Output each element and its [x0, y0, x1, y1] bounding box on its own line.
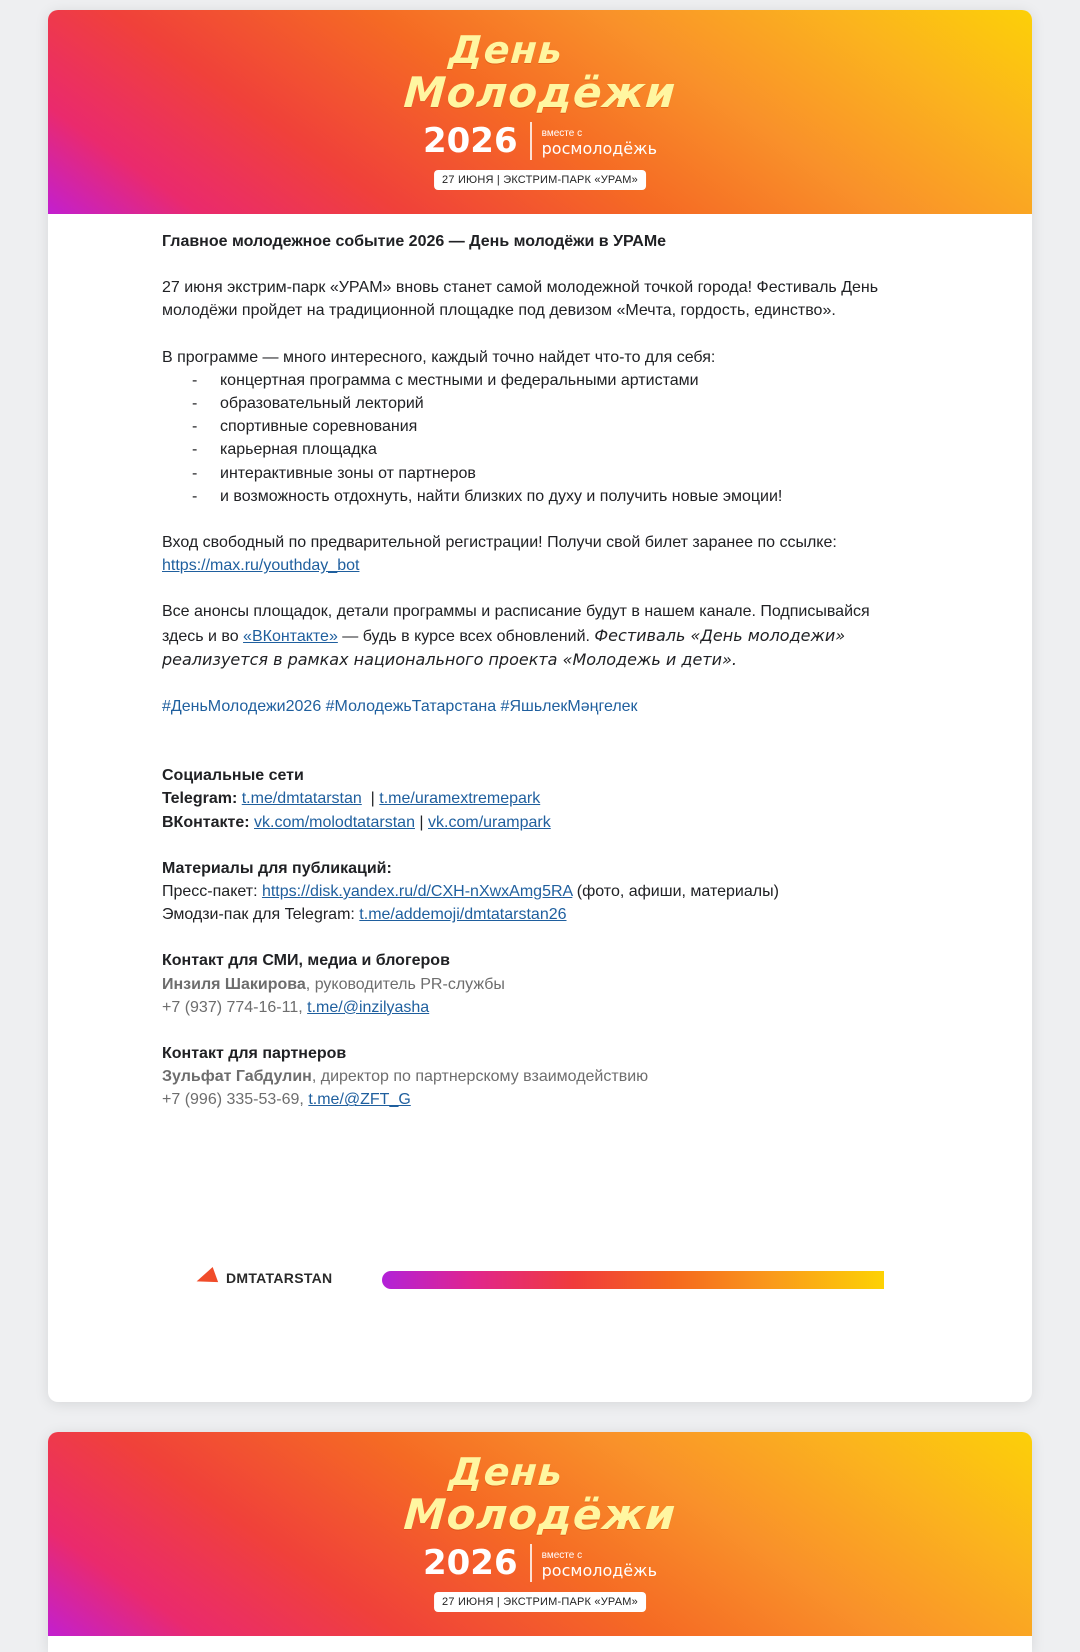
separator: |: [370, 790, 375, 808]
telegram-label: Telegram:: [162, 790, 238, 808]
media-contact-link[interactable]: t.me/@inzilyasha: [307, 998, 430, 1016]
banner-year: 2026: [423, 1544, 532, 1582]
banner-partner-small: вместе с: [541, 1550, 583, 1561]
list-item: - спортивные соревнования: [162, 415, 902, 438]
media-contact-heading: Контакт для СМИ, медиа и блогеров: [162, 952, 450, 970]
announce-text-1: Все анонсы площадок, детали программы и расписание будут в нашем канале. Подписывайся здесь и во: [162, 603, 870, 645]
list-item: - образовательный лекторий: [162, 392, 902, 415]
separator: |: [419, 813, 424, 831]
telegram-link-dmtatarstan[interactable]: t.me/dmtatarstan: [241, 790, 362, 808]
partner-contact-phone-row: [162, 1088, 902, 1111]
card-footer: [196, 1268, 886, 1292]
emoji-row: [162, 903, 902, 926]
list-item: - и возможность отдохнуть, найти близких по духу и получить новые эмоции!: [162, 485, 902, 508]
banner-logo-line2: Молодёжи: [402, 1490, 678, 1539]
banner-year-row: [48, 122, 1032, 160]
next-post-card: [48, 1432, 1032, 1652]
partner-contact-heading: Контакт для партнеров: [162, 1045, 347, 1063]
banner-partner: [542, 1548, 657, 1578]
program-intro: В программе — много интересного, каждый точно найдет что-то для себя:: [162, 348, 716, 366]
partner-contact-phone: +7 (996) 335-53-69,: [162, 1091, 309, 1109]
partner-contact-name-row: [162, 1065, 902, 1088]
event-banner: [48, 1432, 1032, 1636]
banner-logo-line1: День: [447, 28, 565, 72]
announce-paragraph: [162, 600, 902, 672]
materials-heading: Материалы для публикаций:: [162, 859, 392, 877]
vk-row: [162, 811, 902, 834]
telegram-link-uram[interactable]: t.me/uramextremepark: [379, 790, 541, 808]
media-contact-phone: +7 (937) 774-16-11,: [162, 998, 308, 1016]
registration-text: Вход свободный по предварительной регистрации! Получи свой билет заранее по ссылке:: [162, 534, 837, 552]
vk-link-urampark[interactable]: vk.com/urampark: [428, 813, 551, 831]
vk-link-molodtatarstan[interactable]: vk.com/molodtatarstan: [254, 813, 415, 831]
list-item: - карьерная площадка: [162, 438, 902, 461]
vk-link[interactable]: «ВКонтакте»: [243, 627, 338, 645]
list-item: - интерактивные зоны от партнеров: [162, 462, 902, 485]
announce-italic: Фестиваль «День молодежи» реализуется в рамках национального проекта «Молодежь и дети».: [162, 625, 846, 669]
media-contact-name-row: [162, 973, 902, 996]
program-list: [162, 369, 902, 508]
media-contact-role: , руководитель PR-службы: [305, 975, 505, 993]
registration-paragraph: [162, 531, 902, 577]
gradient-bar: [382, 1271, 884, 1289]
press-row: [162, 880, 902, 903]
banner-partner-small: вместе с: [541, 128, 583, 139]
emoji-label: Эмодзи-пак для Telegram:: [162, 906, 360, 924]
press-link[interactable]: https://disk.yandex.ru/d/CXH-nXwxAmg5RA: [261, 883, 573, 901]
banner-partner-big: росмолодёжь: [541, 139, 657, 158]
hashtags[interactable]: #ДеньМолодежи2026 #МолодежьТатарстана #ЯшьлекМәңгелек: [162, 698, 638, 716]
partner-contact-link[interactable]: t.me/@ZFT_G: [308, 1091, 411, 1109]
emoji-link[interactable]: t.me/addemoji/dmtatarstan26: [359, 906, 567, 924]
banner-partner: [542, 126, 657, 156]
banner-logo-line1: День: [447, 1450, 565, 1494]
vk-label: ВКонтакте:: [162, 813, 250, 831]
brand-logo: [196, 1270, 332, 1286]
post-intro: 27 июня экстрим-парк «УРАМ» вновь станет самой молодежной точкой города! Фестиваль День молодёжи пройдет на традиционной площадке под девизом «Мечта, гордость, единство».: [162, 279, 879, 320]
banner-year: 2026: [423, 122, 532, 160]
press-label: Пресс-пакет:: [162, 883, 262, 901]
press-note: (фото, афиши, материалы): [572, 883, 779, 901]
paper-plane-icon: [194, 1267, 218, 1289]
banner-partner-big: росмолодёжь: [541, 1561, 657, 1580]
banner-date-place: 27 ИЮНЯ | ЭКСТРИМ-ПАРК «УРАМ»: [434, 170, 646, 190]
registration-link[interactable]: https://max.ru/youthday_bot: [162, 557, 360, 575]
post-card: [48, 10, 1032, 1402]
banner-date-place: 27 ИЮНЯ | ЭКСТРИМ-ПАРК «УРАМ»: [434, 1592, 646, 1612]
event-banner: [48, 10, 1032, 214]
partner-contact-role: , директор по партнерскому взаимодействию: [311, 1068, 649, 1086]
social-heading: Социальные сети: [162, 767, 304, 785]
media-contact-name: Инзиля Шакирова: [162, 975, 306, 993]
partner-contact-name: Зульфат Габдулин: [162, 1068, 312, 1086]
post-content: [162, 230, 902, 1112]
post-title: Главное молодежное событие 2026 — День молодёжи в УРАМе: [162, 233, 667, 250]
telegram-row: [162, 787, 902, 810]
announce-text-2: — будь в курсе всех обновлений.: [337, 627, 595, 645]
banner-logo-line2: Молодёжи: [402, 68, 678, 117]
media-contact-phone-row: [162, 996, 902, 1019]
brand-name: DMTATARSTAN: [226, 1270, 333, 1286]
banner-year-row: [48, 1544, 1032, 1582]
list-item: - концертная программа с местными и федеральными артистами: [162, 369, 902, 392]
